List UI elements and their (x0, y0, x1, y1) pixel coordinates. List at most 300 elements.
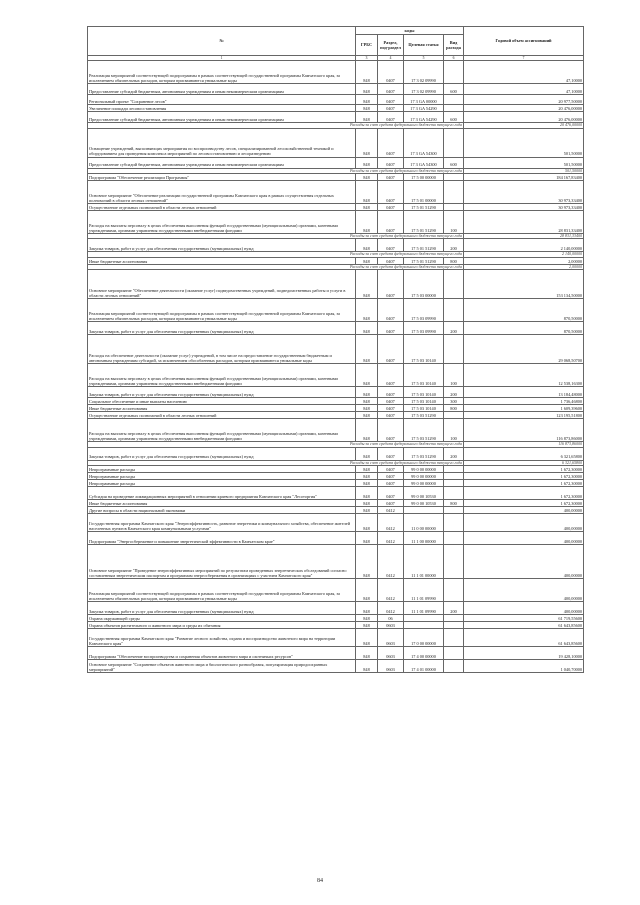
table-row (88, 61, 584, 84)
row-kind (444, 335, 464, 364)
row-name: Закупка товаров, работ и услуг для обеспечения государственных (муниципальных) нужд (88, 387, 356, 398)
row-kind (444, 629, 464, 647)
table-row (88, 647, 584, 660)
row-name: Социальное обеспечение и иные выплаты населению (88, 398, 356, 405)
row-amount: 30 973,33400 (464, 204, 584, 211)
row-kind (444, 579, 464, 602)
row-target: 17 5 03 51290 (404, 447, 444, 460)
table-row (88, 257, 584, 264)
table-row (88, 322, 584, 335)
row-target: 11 1 01 09990 (404, 579, 444, 602)
row-amount: 47,10000 (464, 61, 584, 84)
row-amount: 116 873,86000 (464, 419, 584, 442)
row-kind (444, 507, 464, 514)
row-kind: 200 (444, 602, 464, 615)
row-grbs: 848 (356, 419, 378, 442)
row-section: 0412 (378, 507, 404, 514)
row-kind: 600 (444, 157, 464, 168)
row-target: 17 3 02 09990 (404, 84, 444, 95)
header-section: Раздел, под-раздел (378, 35, 404, 56)
row-target: 99 0 00 00000 (404, 473, 444, 480)
row-section: 0407 (378, 105, 404, 112)
row-grbs: 848 (356, 405, 378, 412)
table-row (88, 405, 584, 412)
row-amount: 501,50000 (464, 128, 584, 157)
row-grbs: 848 (356, 211, 378, 234)
note-amount: 28 831,33400 (464, 234, 584, 239)
table-row (88, 398, 584, 405)
row-section: 0407 (378, 412, 404, 419)
row-grbs: 848 (356, 545, 378, 579)
row-name: Предоставление субсидий бюджетным, автономным учреждениям и иным некоммерческим организациям (88, 157, 356, 168)
header-num: № (88, 27, 356, 56)
row-kind (444, 204, 464, 211)
row-kind: 100 (444, 364, 464, 387)
row-name: Иные бюджетные ассигнования (88, 257, 356, 264)
row-target: 11 1 00 00000 (404, 532, 444, 545)
row-section: 0407 (378, 299, 404, 322)
table-row (88, 629, 584, 647)
row-section: 0407 (378, 473, 404, 480)
table-row (88, 239, 584, 252)
row-target: 17 5 03 09990 (404, 322, 444, 335)
table-row (88, 181, 584, 204)
row-grbs: 848 (356, 398, 378, 405)
table-row (88, 112, 584, 123)
row-target: 17 5 03 10140 (404, 398, 444, 405)
row-grbs: 848 (356, 507, 378, 514)
row-name: Другие вопросы в области национальной экономики (88, 507, 356, 514)
row-amount: 20 977,50000 (464, 95, 584, 105)
row-name: Иные бюджетные ассигнования (88, 405, 356, 412)
row-kind (444, 128, 464, 157)
row-grbs: 848 (356, 647, 378, 660)
row-section: 0412 (378, 579, 404, 602)
row-kind (444, 545, 464, 579)
row-name: Предоставление субсидий бюджетным, автономным учреждениям и иным некоммерческим организациям (88, 112, 356, 123)
row-amount: 28 831,33400 (464, 211, 584, 234)
row-grbs: 848 (356, 84, 378, 95)
row-grbs: 848 (356, 532, 378, 545)
row-target: 17 3 GA 54290 (404, 112, 444, 123)
row-name: Реализация мероприятий соответствующей подпрограммы в рамках соответствующей государственной программы Камчатского края, за исключением обязательных расходов, которым присваиваются уникальные коды (88, 579, 356, 602)
page-number: 84 (317, 878, 323, 884)
row-grbs: 848 (356, 466, 378, 473)
row-name: Государственная программа Камчатского края "Энергоэффективность, развитие энергетики и коммунального хозяйства, обеспечение жителей населенных пунктов Камчатского края коммунальными услугами" (88, 514, 356, 532)
row-name: Непрограммные расходы (88, 466, 356, 473)
colnum: 1 (88, 56, 356, 61)
row-grbs: 848 (356, 447, 378, 460)
row-section: 0407 (378, 174, 404, 181)
row-section: 0412 (378, 514, 404, 532)
note-amount: 2,00000 (464, 264, 584, 269)
row-name: Реализация мероприятий соответствующей подпрограммы в рамках соответствующей государственной программы Камчатского края, за исключением обязательных расходов, которым присваиваются уникальные коды (88, 61, 356, 84)
row-grbs: 848 (356, 322, 378, 335)
row-target: 11 1 01 09990 (404, 602, 444, 615)
row-name: Расходы на выплаты персоналу в целях обеспечения выполнения функций государственными (муниципальными) органами, казенными учреждениями, органами управления государственными внебюджетными фондами (88, 364, 356, 387)
row-target: 17 5 01 51290 (404, 239, 444, 252)
table-row (88, 335, 584, 364)
row-section: 0407 (378, 181, 404, 204)
note-amount: 116 873,86000 (464, 442, 584, 447)
colnum: 3 (356, 56, 378, 61)
row-section: 0407 (378, 95, 404, 105)
row-target: 17 5 03 10140 (404, 364, 444, 387)
row-kind: 100 (444, 419, 464, 442)
row-target: 17 5 03 10140 (404, 335, 444, 364)
row-amount: 1 672,30000 (464, 480, 584, 487)
row-target: 17 5 03 09990 (404, 299, 444, 322)
row-section: 0407 (378, 239, 404, 252)
row-kind: 800 (444, 405, 464, 412)
note-amount: 20 476,00000 (464, 123, 584, 128)
row-amount: 19 428,10000 (464, 647, 584, 660)
header-amount: Годовой объем ассигнований (464, 27, 584, 56)
table-row (88, 487, 584, 500)
row-section: 0603 (378, 647, 404, 660)
header-target: Целевая статья (404, 35, 444, 56)
table-row (88, 622, 584, 629)
row-grbs: 848 (356, 105, 378, 112)
row-name: Субсидия на проведение ликвидационных мероприятий в отношении краевого предприятия Камчатского края "Лесоторгия" (88, 487, 356, 500)
table-row (88, 105, 584, 112)
row-name: Расходы на выплаты персоналу в целях обеспечения выполнения функций государственными (муниципальными) органами, казенными учреждениями, органами управления государственными внебюджетными фондами (88, 419, 356, 442)
row-name: Реализация мероприятий соответствующей подпрограммы в рамках соответствующей государственной программы Камчатского края, за исключением обязательных расходов, которым присваиваются уникальные коды (88, 299, 356, 322)
row-kind: 600 (444, 84, 464, 95)
row-kind: 200 (444, 447, 464, 460)
row-grbs: 848 (356, 487, 378, 500)
row-kind (444, 480, 464, 487)
row-target: 11 0 00 00000 (404, 514, 444, 532)
row-kind: 100 (444, 211, 464, 234)
header-codes: коды (356, 27, 464, 35)
row-amount: 12 538,16300 (464, 364, 584, 387)
row-amount: 1 040,70000 (464, 660, 584, 673)
row-amount: 123 195,51800 (464, 412, 584, 419)
row-target: 17 4 00 00000 (404, 647, 444, 660)
row-target: 17 5 00 00000 (404, 174, 444, 181)
table-row (88, 514, 584, 532)
row-section: 0407 (378, 211, 404, 234)
row-section: 0407 (378, 335, 404, 364)
row-name: Подпрограмма "Обеспечение реализации Программы" (88, 174, 356, 181)
row-target: 99 0 00 10530 (404, 500, 444, 507)
row-name: Осуществление отдельных полномочий в области лесных отношений (88, 204, 356, 211)
note-text: Расходы за счет средств федерального бюджета текущего года (88, 264, 464, 269)
note-text: Расходы за счет средств федерального бюджета текущего года (88, 234, 464, 239)
row-grbs: 848 (356, 204, 378, 211)
row-name: Основное мероприятие "Обеспечение деятельности (оказание услуг) подведомственных учреждений, подведомственных работы и услуги в области лесных отношений" (88, 270, 356, 299)
row-section: 0407 (378, 500, 404, 507)
row-amount: 1 672,30000 (464, 500, 584, 507)
row-amount: 6 321,65800 (464, 447, 584, 460)
colnum: 6 (444, 56, 464, 61)
row-grbs: 848 (356, 412, 378, 419)
row-target: 17 3 02 09990 (404, 61, 444, 84)
row-name: Предоставление субсидий бюджетным, автономным учреждениям и иным некоммерческим организациям (88, 84, 356, 95)
row-kind: 800 (444, 257, 464, 264)
row-amount: 400,00000 (464, 602, 584, 615)
row-section: 0407 (378, 112, 404, 123)
row-kind: 800 (444, 500, 464, 507)
row-amount: 2 140,00000 (464, 239, 584, 252)
row-section: 0603 (378, 660, 404, 673)
row-kind (444, 412, 464, 419)
row-grbs: 848 (356, 239, 378, 252)
row-kind: 200 (444, 239, 464, 252)
row-kind (444, 615, 464, 622)
row-target: 17 3 GA 00000 (404, 95, 444, 105)
row-target: 17 3 GA 54300 (404, 128, 444, 157)
table-row (88, 412, 584, 419)
table-row (88, 419, 584, 442)
table-row (88, 615, 584, 622)
table-row (88, 174, 584, 181)
row-amount: 30 973,33400 (464, 181, 584, 204)
budget-table (87, 26, 584, 673)
row-kind (444, 514, 464, 532)
note-text: Расходы за счет средств федерального бюджета текущего года (88, 442, 464, 447)
row-target: 17 5 01 51290 (404, 204, 444, 211)
row-grbs: 848 (356, 500, 378, 507)
header-kind: Вид расхода (444, 35, 464, 56)
header-row-1 (88, 27, 584, 35)
row-target: 17 5 03 10140 (404, 405, 444, 412)
row-section: 0407 (378, 84, 404, 95)
row-name: Расходы на выплаты персоналу в целях обеспечения выполнения функций государственными (муниципальными) органами, казенными учреждениями, органами управления государственными внебюджетными фондами (88, 211, 356, 234)
row-target: 17 5 01 51290 (404, 211, 444, 234)
row-name: Закупка товаров, работ и услуг для обеспечения государственных (муниципальных) нужд (88, 322, 356, 335)
table-row (88, 270, 584, 299)
colnum: 5 (404, 56, 444, 61)
row-grbs: 848 (356, 629, 378, 647)
table-row (88, 532, 584, 545)
row-amount: 61 643,85600 (464, 622, 584, 629)
row-target: 17 3 GA 54290 (404, 105, 444, 112)
note-amount: 2 140,00000 (464, 252, 584, 257)
row-kind: 200 (444, 322, 464, 335)
row-grbs: 848 (356, 157, 378, 168)
colnum: 4 (378, 56, 404, 61)
row-grbs: 848 (356, 602, 378, 615)
row-name: Региональный проект "Сохранение лесов" (88, 95, 356, 105)
row-grbs: 848 (356, 622, 378, 629)
row-target: 17 4 01 00000 (404, 660, 444, 673)
row-amount: 1 672,30000 (464, 473, 584, 480)
row-target: 17 3 GA 54300 (404, 157, 444, 168)
row-amount: 153 134,50000 (464, 270, 584, 299)
table-row (88, 84, 584, 95)
table-row (88, 480, 584, 487)
row-name: Непрограммные расходы (88, 480, 356, 487)
row-grbs: 848 (356, 615, 378, 622)
row-kind: 300 (444, 398, 464, 405)
row-name: Подпрограмма "Обеспечение воспроизводства и сохранения объектов животного мира и охотничьих ресурсов" (88, 647, 356, 660)
row-kind (444, 95, 464, 105)
row-kind (444, 647, 464, 660)
row-kind: 600 (444, 112, 464, 123)
row-amount: 1 672,30000 (464, 487, 584, 500)
row-grbs: 848 (356, 579, 378, 602)
row-amount: 61 719,55600 (464, 615, 584, 622)
row-kind (444, 532, 464, 545)
row-section: 0407 (378, 128, 404, 157)
row-grbs: 848 (356, 270, 378, 299)
row-kind (444, 174, 464, 181)
table-row (88, 95, 584, 105)
row-section: 0407 (378, 157, 404, 168)
row-kind (444, 299, 464, 322)
row-section: 0407 (378, 257, 404, 264)
row-amount: 501,50000 (464, 157, 584, 168)
row-grbs: 848 (356, 514, 378, 532)
row-amount: 2,00000 (464, 257, 584, 264)
row-target: 99 0 00 00000 (404, 466, 444, 473)
table-row (88, 299, 584, 322)
row-grbs: 848 (356, 660, 378, 673)
row-grbs: 848 (356, 174, 378, 181)
row-kind (444, 270, 464, 299)
header-grbs: ГРБС (356, 35, 378, 56)
row-target: 99 0 00 10530 (404, 487, 444, 500)
row-section: 0603 (378, 629, 404, 647)
row-amount: 400,00000 (464, 545, 584, 579)
row-name: Закупка товаров, работ и услуг для обеспечения государственных (муниципальных) нужд (88, 239, 356, 252)
row-grbs: 848 (356, 335, 378, 364)
row-target: 17 5 03 10140 (404, 387, 444, 398)
table-row (88, 447, 584, 460)
table-row (88, 500, 584, 507)
table-row (88, 364, 584, 387)
row-section: 0407 (378, 322, 404, 335)
row-amount: 1 736,46800 (464, 398, 584, 405)
row-kind (444, 61, 464, 84)
row-target: 17 5 03 51290 (404, 419, 444, 442)
table-row (88, 602, 584, 615)
row-name: Оснащение учреждений, выполняющих мероприятия по воспроизводству лесов, специализированной лесохозяйственной техникой и оборудованием для проведения комплекса мероприятий по лесовосстановлению и лесоразведению (88, 128, 356, 157)
row-amount: 870,50000 (464, 322, 584, 335)
row-grbs: 848 (356, 364, 378, 387)
row-name: Охрана объектов растительного и животного мира и среды их обитания (88, 622, 356, 629)
row-kind: 200 (444, 387, 464, 398)
table-row (88, 507, 584, 514)
row-amount: 20 476,00000 (464, 112, 584, 123)
row-name: Закупка товаров, работ и услуг для обеспечения государственных (муниципальных) нужд (88, 602, 356, 615)
table-row (88, 473, 584, 480)
table-row (88, 128, 584, 157)
row-section: 0407 (378, 61, 404, 84)
row-section: 0412 (378, 545, 404, 579)
row-section: 0412 (378, 532, 404, 545)
note-text: Расходы за счет средств федерального бюджета текущего года (88, 460, 464, 465)
row-amount: 400,00000 (464, 507, 584, 514)
table-row (88, 387, 584, 398)
row-grbs: 848 (356, 387, 378, 398)
row-amount: 870,50000 (464, 299, 584, 322)
row-name: Государственная программа Камчатского края "Развитие лесного хозяйства, охрана и воспроизводство животного мира на территории Камчатского края" (88, 629, 356, 647)
row-section: 06 (378, 615, 404, 622)
row-amount: 61 643,85600 (464, 629, 584, 647)
row-grbs: 848 (356, 473, 378, 480)
row-grbs: 848 (356, 299, 378, 322)
table-row (88, 545, 584, 579)
row-amount: 29 068,50700 (464, 335, 584, 364)
table-row (88, 579, 584, 602)
row-section: 0407 (378, 270, 404, 299)
row-amount: 400,00000 (464, 514, 584, 532)
row-grbs: 848 (356, 181, 378, 204)
row-amount: 400,00000 (464, 579, 584, 602)
row-name: Осуществление отдельных полномочий в области лесных отношений (88, 412, 356, 419)
row-target (404, 615, 444, 622)
row-amount: 1 609,39600 (464, 405, 584, 412)
table-row (88, 157, 584, 168)
row-section: 0407 (378, 405, 404, 412)
row-grbs: 848 (356, 480, 378, 487)
row-name: Увеличение площади лесовосстановления (88, 105, 356, 112)
row-section: 0407 (378, 387, 404, 398)
row-name: Основное мероприятие "Обеспечение реализации государственной программы Камчатского края в рамках осуществления отдельных полномочий в области лесных отношений" (88, 181, 356, 204)
row-target: 17 5 03 00000 (404, 270, 444, 299)
row-grbs: 848 (356, 257, 378, 264)
row-amount: 20 476,00000 (464, 105, 584, 112)
row-section: 0412 (378, 602, 404, 615)
row-target: 17 5 03 51290 (404, 412, 444, 419)
row-grbs: 848 (356, 95, 378, 105)
row-amount: 13 184,48000 (464, 387, 584, 398)
document-page (87, 26, 583, 673)
row-name: Расходы на обеспечение деятельности (оказание услуг) учреждений, в том числе на предоставление государственным бюджетным и автономным учреждениям субсидий, за исключением обособленных расходов, которым присваиваются уникальные коды (88, 335, 356, 364)
note-amount: 501,50000 (464, 168, 584, 173)
row-name: Иные бюджетные ассигнования (88, 500, 356, 507)
row-section: 0407 (378, 466, 404, 473)
row-grbs: 848 (356, 128, 378, 157)
row-name: Непрограммные расходы (88, 473, 356, 480)
row-target: 17 5 01 00000 (404, 181, 444, 204)
row-kind (444, 487, 464, 500)
row-target: 17 0 00 00000 (404, 629, 444, 647)
row-grbs: 848 (356, 61, 378, 84)
note-text: Расходы за счет средств федерального бюджета текущего года (88, 168, 464, 173)
row-kind (444, 473, 464, 480)
note-text: Расходы за счет средств федерального бюджета текущего года (88, 123, 464, 128)
row-kind (444, 622, 464, 629)
row-amount: 184 167,83400 (464, 174, 584, 181)
row-section: 0407 (378, 447, 404, 460)
table-row (88, 211, 584, 234)
row-amount: 47,10000 (464, 84, 584, 95)
row-section: 0407 (378, 204, 404, 211)
row-grbs: 848 (356, 112, 378, 123)
row-name: Основное мероприятие "Сохранение объектов животного мира и биологического разнообразия, популяризация природоохранных мероприятий" (88, 660, 356, 673)
row-name: Основное мероприятие "Проведение энергоэффективных мероприятий по результатам проведенных энергетических обследований согласно составленным энергетическим паспортам и программам энергосбережения в организациях с участием Камчатского края" (88, 545, 356, 579)
row-target (404, 507, 444, 514)
row-target: 99 0 00 00000 (404, 480, 444, 487)
row-name: Подпрограмма "Энергосбережение и повышение энергетической эффективности в Камчатском крае" (88, 532, 356, 545)
row-section: 0603 (378, 622, 404, 629)
row-kind (444, 660, 464, 673)
row-kind (444, 181, 464, 204)
row-target: 17 5 01 51290 (404, 257, 444, 264)
row-kind (444, 105, 464, 112)
table-row (88, 204, 584, 211)
row-amount: 400,00000 (464, 532, 584, 545)
table-row (88, 660, 584, 673)
row-amount: 1 672,30000 (464, 466, 584, 473)
row-section: 0407 (378, 487, 404, 500)
row-kind (444, 466, 464, 473)
row-name: Охрана окружающей среды (88, 615, 356, 622)
